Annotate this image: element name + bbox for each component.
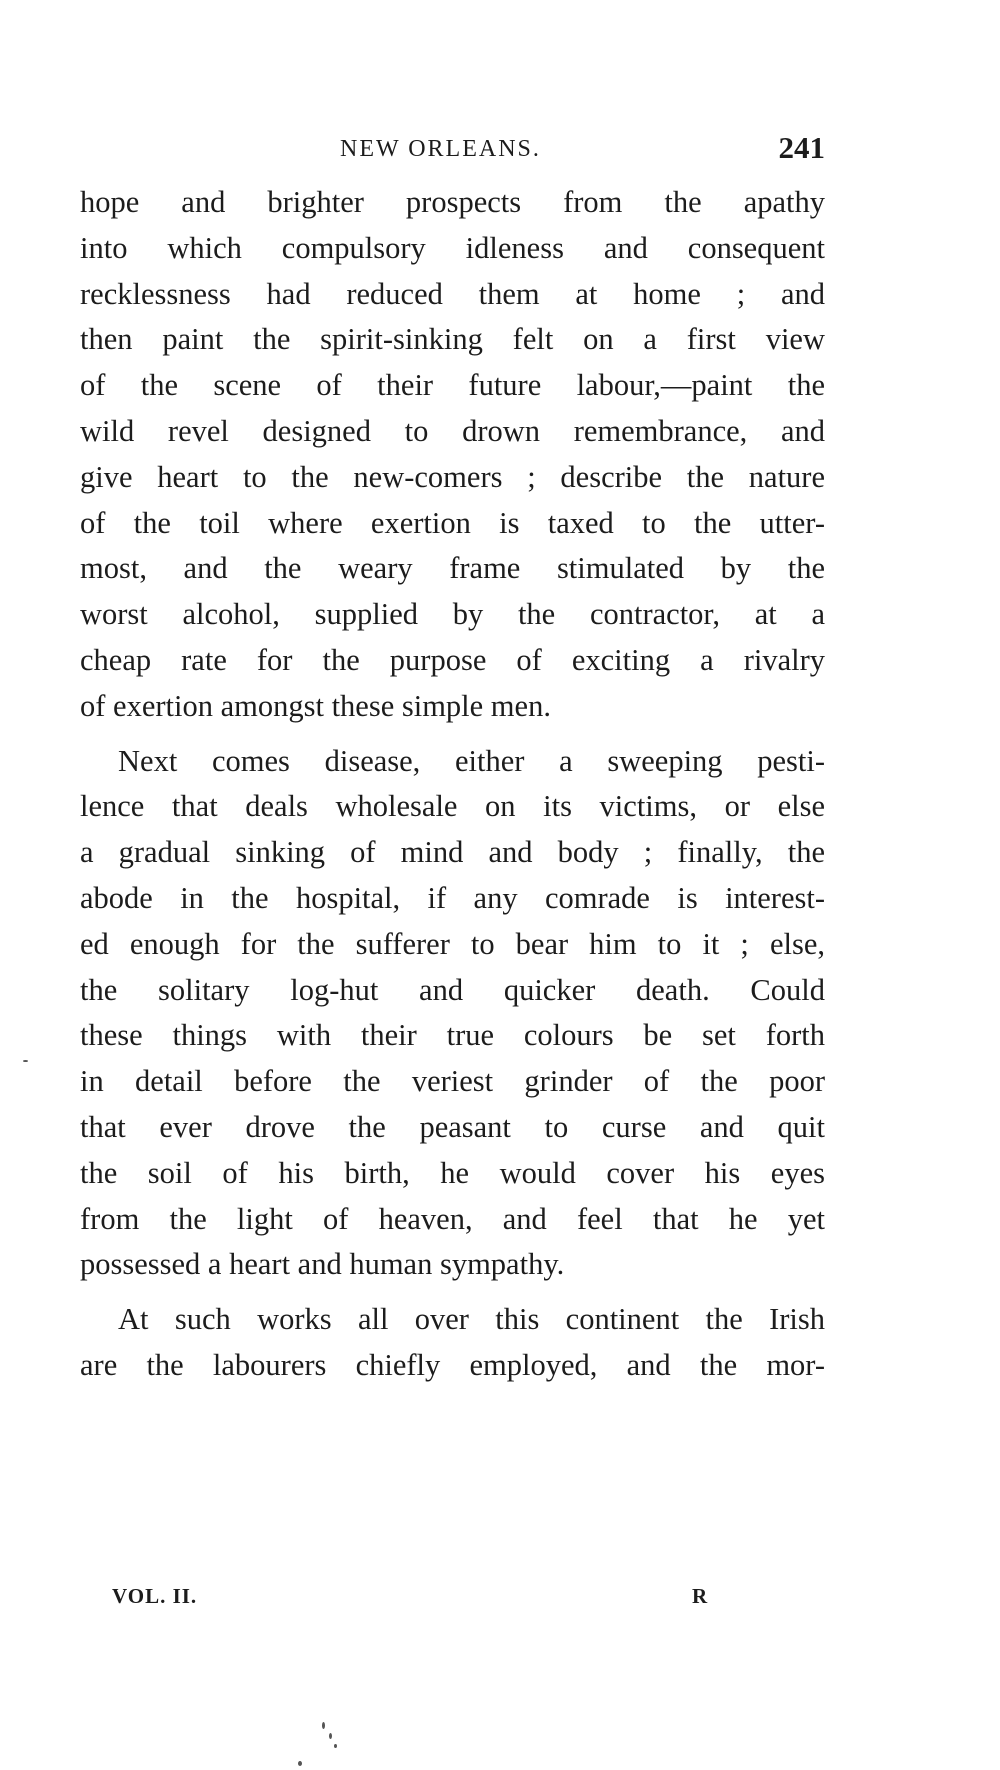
text-line: give heart to the new-comers ; describe the nature [80,459,825,494]
text-line: At such works all over this continent the Irish [118,1302,825,1337]
text-line: hope and brighter prospects from the apathy [80,185,825,219]
text-line: the solitary log-hut and quicker death. Could [80,972,825,1007]
paragraph [80,180,825,730]
text-line: recklessness had reduced them at home ; and [80,276,825,311]
paragraph [80,1297,825,1389]
text-line: the soil of his birth, he would cover his eyes [80,1155,825,1190]
signature-line [112,1578,712,1612]
text-line: possessed a heart and human sympathy. [80,1247,565,1282]
text-line: ed enough for the sufferer to bear him to it ; else, [80,926,825,961]
text-line: into which compulsory idleness and consequent [80,230,825,265]
scan-speck [322,1722,325,1729]
page-number: 241 [778,130,825,165]
text-line: lence that deals wholesale on its victims, or else [80,789,825,824]
text-line: abode in the hospital, if any comrade is interest- [80,880,825,915]
body-text [80,180,825,1389]
text-line: in detail before the veriest grinder of the poor [80,1064,825,1099]
paragraph [80,739,825,1289]
text-line: wild revel designed to drown remembrance, and [80,413,825,448]
text-line: a gradual sinking of mind and body ; finally, the [80,835,825,870]
text-line: are the labourers chiefly employed, and the mor- [80,1347,825,1382]
scan-speck [334,1744,337,1748]
scan-speck [298,1761,302,1766]
text-line: these things with their true colours be set forth [80,1018,825,1053]
text-line: then paint the spirit-sinking felt on a first view [80,322,825,357]
signature-mark: R [692,1584,709,1608]
text-line: worst alcohol, supplied by the contractor, at a [80,597,825,632]
running-title: NEW ORLEANS. [340,136,541,162]
text-line: that ever drove the peasant to curse and quit [80,1109,825,1144]
volume-label: VOL. II. [112,1584,198,1608]
scan-speck [23,1060,28,1062]
text-line: from the light of heaven, and feel that he yet [80,1201,825,1236]
text-line: of the scene of their future labour,—paint the [80,368,825,403]
text-line: of the toil where exertion is taxed to the utter- [80,505,825,540]
text-line: of exertion amongst these simple men. [80,688,551,723]
text-line: most, and the weary frame stimulated by the [80,551,825,586]
running-head [80,130,825,170]
scan-speck [329,1733,332,1739]
text-line: Next comes disease, either a sweeping pesti- [118,743,825,778]
text-line: cheap rate for the purpose of exciting a rivalry [80,642,825,677]
